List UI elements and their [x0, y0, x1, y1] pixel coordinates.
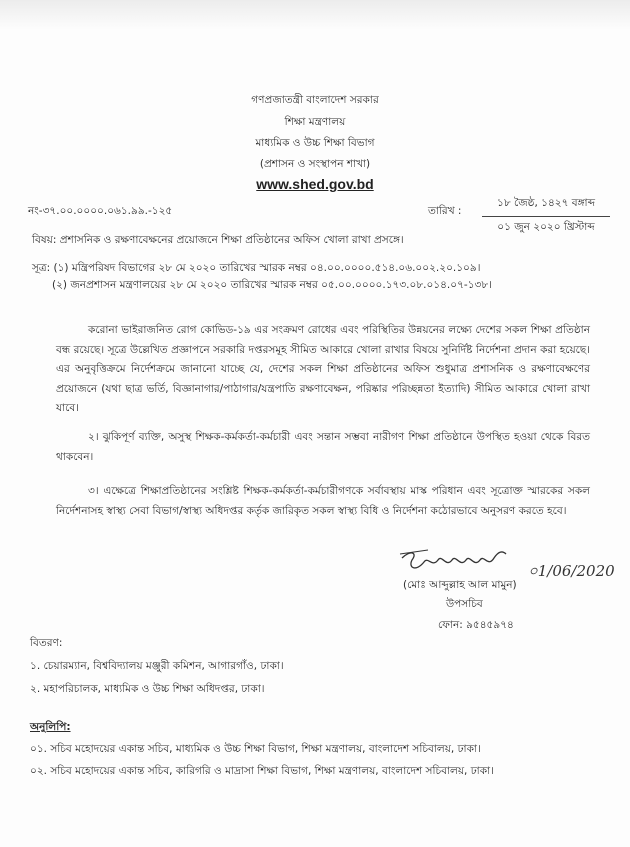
distribution-title: বিতরণ: [30, 637, 63, 649]
website-link[interactable]: www.shed.gov.bd [256, 176, 374, 192]
branch-name: (প্রশাসন ও সংস্থাপন শাখা) [259, 158, 371, 170]
distribution-item: ১. চেয়ারম্যান, বিশ্ববিদ্যালয় মঞ্জুরী কমিশন, আগারগাঁও, ঢাকা। [30, 660, 284, 672]
ministry-name: শিক্ষা মন্ত্রণালয় [284, 116, 346, 128]
distribution-item: ২. মহাপরিচালক, মাধ্যমিক ও উচ্চ শিক্ষা অধিদপ্তর, ঢাকা। [30, 683, 265, 695]
date-bangla: ১৮ জৈষ্ঠ, ১৪২৭ বঙ্গাব্দ [482, 196, 610, 217]
page-top-shade [0, 0, 630, 30]
memo-number: নং-৩৭.০০.০০০০.০৬১.৯৯.-১২৫ [28, 205, 173, 217]
signatory-phone: ফোন: ৯৫৪৫৯৭৪ [438, 619, 514, 631]
subject: বিষয়: প্রশাসনিক ও রক্ষণাবেক্ষনের প্রয়োজনে শিক্ষা প্রতিষ্ঠানের অফিস খোলা রাখা প্রসঙ্গে। [32, 234, 404, 246]
date-gregorian: ০১ জুন ২০২০ খ্রিস্টাব্দ [497, 221, 595, 233]
signatory-designation: উপসচিব [446, 598, 483, 610]
reference-1: সূত্র: (১) মন্ত্রিপরিষদ বিভাগের ২৮ মে ২০২০ তারিখের স্মারক নম্বর ০৪.০০.০০০০.৫১৪.০৬.০০২.২০.১০৯। [32, 262, 481, 274]
division-name: মাধ্যমিক ও উচ্চ শিক্ষা বিভাগ [255, 137, 375, 149]
paragraph-3: ৩। এক্ষেত্রে শিক্ষাপ্রতিষ্ঠানের সংশ্লিষ্ট শিক্ষক-কর্মকর্তা-কর্মচারীগণকে সর্বাবস্থায় মাস্ক পরিধান এবং সূত্রোক্ত স্মারকের সকল নির্দেশনাসহ স্বাস্থ্য সেবা বিভাগ/স্বাস্থ্য অধিদপ্তর কর্তৃক জারিকৃত সকল স্বাস্থ্য বিধি ও নির্দেশনা কঠোরভাবে অনুসরণ করতে হবে। [56, 485, 590, 517]
reference-2: (২) জনপ্রশাসন মন্ত্রণালয়ের ২৮ মে ২০২০ তারিখের স্মারক নম্বর ০৫.০০.০০০০.১৭৩.০৮.০১৪.০৭-১৩৮। [52, 279, 492, 291]
signature-date: ০1/06/2020 [528, 562, 615, 580]
date-label: তারিখ : [428, 205, 462, 217]
paragraph-1: করোনা ভাইরাজনিত রোগ কোভিড-১৯ এর সংক্রমণ রোধের এবং পরিস্থিতির উন্নয়নের লক্ষ্যে দেশের সকল শিক্ষা প্রতিষ্ঠান বন্ধ রয়েছে। সূত্রে উল্লেখিত প্রজ্ঞাপনে সরকারি দপ্তরসমূহ সীমিত আকারে খোলা রাখার বিষয়ে সুনির্দিষ্ট নির্দেশনা প্রদান করা হয়েছে। এর অনুবৃত্তিক্রমে নির্দেশক্রমে জানানো যাচ্ছে যে, দেশের সকল শিক্ষা প্রতিষ্ঠানের অফিস শুধুমাত্র প্রশাসনিক ও রক্ষণাবেক্ষণের প্রয়োজনে (যথা ছাত্র ভর্তি, বিজ্ঞানাগার/পাঠাগার/যন্ত্রপাতি রক্ষণাবেক্ষন, পরিষ্কার পরিচ্ছন্নতা ইত্যাদি) সীমিত আকারে খোলা রাখা যাবে। [56, 324, 590, 414]
signatory-name: (মোঃ আব্দুল্লাহ আল মামুন) [403, 579, 517, 591]
paragraph-2: ২। ঝুকিপূর্ণ ব্যক্তি, অসুস্থ শিক্ষক-কর্মকর্তা-কর্মচারী এবং সন্তান সম্ভবা নারীগণ শিক্ষা প্রতিষ্ঠানে উপস্থিত হওয়া থেকে বিরত থাকবেন। [56, 431, 590, 463]
copy-item: ০২. সচিব মহোদয়ের একান্ত সচিব, কারিগরি ও মাদ্রাসা শিক্ষা বিভাগ, শিক্ষা মন্ত্রণালয়, বাংলাদেশ সচিবালয়, ঢাকা। [30, 765, 494, 777]
copy-item: ০১. সচিব মহোদয়ের একান্ত সচিব, মাধ্যমিক ও উচ্চ শিক্ষা বিভাগ, শিক্ষা মন্ত্রণালয়, বাংলাদেশ সচিবালয়, ঢাকা। [30, 743, 481, 755]
copy-title: অনুলিপি: [30, 721, 71, 733]
government-name: গণপ্রজাতন্ত্রী বাংলাদেশ সরকার [251, 94, 379, 106]
date-block [482, 196, 610, 237]
